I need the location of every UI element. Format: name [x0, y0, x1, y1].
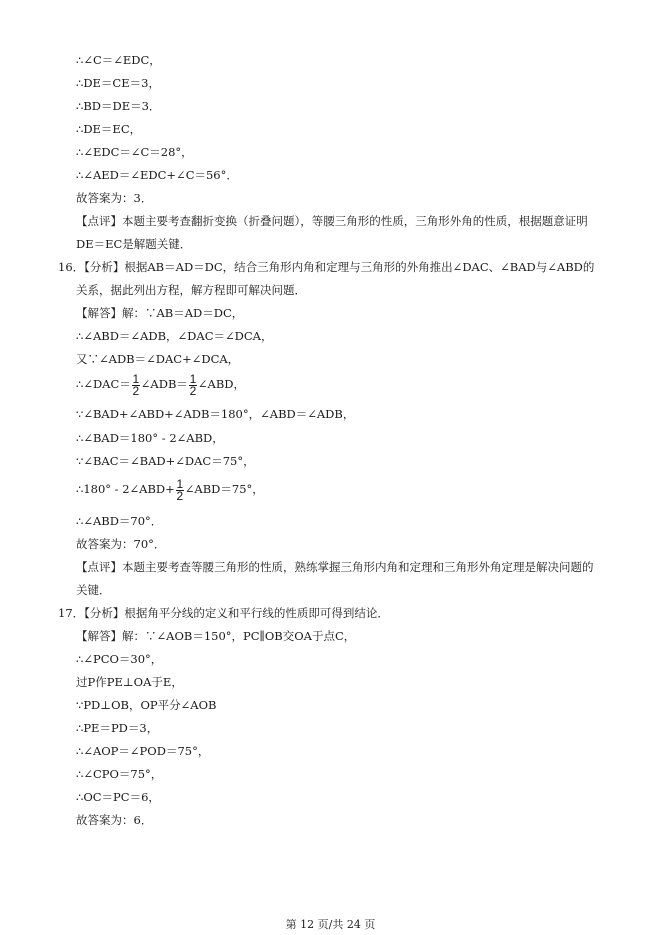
text-line: ∴∠ABD＝∠ADB，∠DAC＝∠DCA， [76, 329, 273, 343]
text-line: ∴DE＝CE＝3， [76, 76, 160, 90]
text-line: ∴∠PCO＝30°， [76, 652, 163, 666]
comment-line: 关键． [76, 583, 111, 597]
text-line: ∵∠BAC＝∠BAD+∠DAC＝75°， [76, 454, 255, 468]
text-line: ∵PD⊥OB，OP平分∠AOB [76, 698, 217, 712]
text-line: 过P作PE⊥OA于E， [76, 675, 183, 689]
text-line: ∴∠C＝∠EDC， [76, 53, 161, 67]
answer-line: 【解答】解：∵∠AOB＝150°，PC∥OB交OA于点C， [76, 629, 356, 643]
question-16-analysis: 16．【分析】根据AB＝AD＝DC，结合三角形内角和定理与三角形的外角推出∠DAC、∠BAD与∠ABD的 [58, 260, 595, 274]
text-line: ∴DE＝EC， [76, 122, 142, 136]
fraction: $\frac{1}{2}$ [176, 476, 184, 503]
text-line: ∴∠CPO＝75°， [76, 767, 163, 781]
text-line: ∴∠ABD＝70°． [76, 514, 163, 528]
comment-line: DE＝EC是解题关键． [76, 237, 192, 251]
text-line: ∴OC＝PC＝6， [76, 790, 160, 804]
question-17-analysis: 17．【分析】根据角平分线的定义和平行线的性质即可得到结论． [58, 606, 389, 620]
answer-line: 【解答】解：∵AB＝AD＝DC， [76, 306, 244, 320]
text-line: 故答案为：6． [76, 813, 153, 827]
text-line: ∴BD＝DE＝3． [76, 99, 161, 113]
fraction-line: ∴180° - 2∠ABD+ $\frac{1}{2}$ ∠ABD＝75°， [76, 476, 264, 503]
fraction: $\frac{1}{2}$ [132, 371, 140, 398]
text-line: 关系，据此列出方程，解方程即可解决问题． [76, 283, 306, 297]
text-line: ∴∠AOP＝∠POD＝75°， [76, 744, 210, 758]
text-line: ∵∠BAD+∠ABD+∠ADB＝180°，∠ABD＝∠ADB， [76, 407, 355, 421]
text-line: 又∵∠ADB＝∠DAC+∠DCA， [76, 352, 240, 366]
fraction-line: ∴∠DAC＝ $\frac{1}{2}$ ∠ADB＝ $\frac{1}{2}$ ∠ABD， [76, 371, 246, 398]
text-line: 故答案为：70°． [76, 537, 166, 551]
text-line: 故答案为：3． [76, 191, 153, 205]
page-footer: 第 12 页/共 24 页 [285, 918, 376, 931]
text-line: ∴∠EDC＝∠C＝28°， [76, 145, 193, 159]
text-line: ∴PE＝PD＝3， [76, 721, 159, 735]
text-line: ∴∠BAD＝180° - 2∠ABD， [76, 431, 224, 445]
comment-line: 【点评】本题主要考查等腰三角形的性质，熟练掌握三角形内角和定理和三角形外角定理是解决问题的 [76, 560, 594, 574]
text-line: ∴∠AED＝∠EDC+∠C＝56°． [76, 168, 238, 182]
comment-line: 【点评】本题主要考查翻折变换（折叠问题），等腰三角形的性质，三角形外角的性质，根据题意证明 [76, 214, 588, 228]
fraction: $\frac{1}{2}$ [189, 371, 197, 398]
